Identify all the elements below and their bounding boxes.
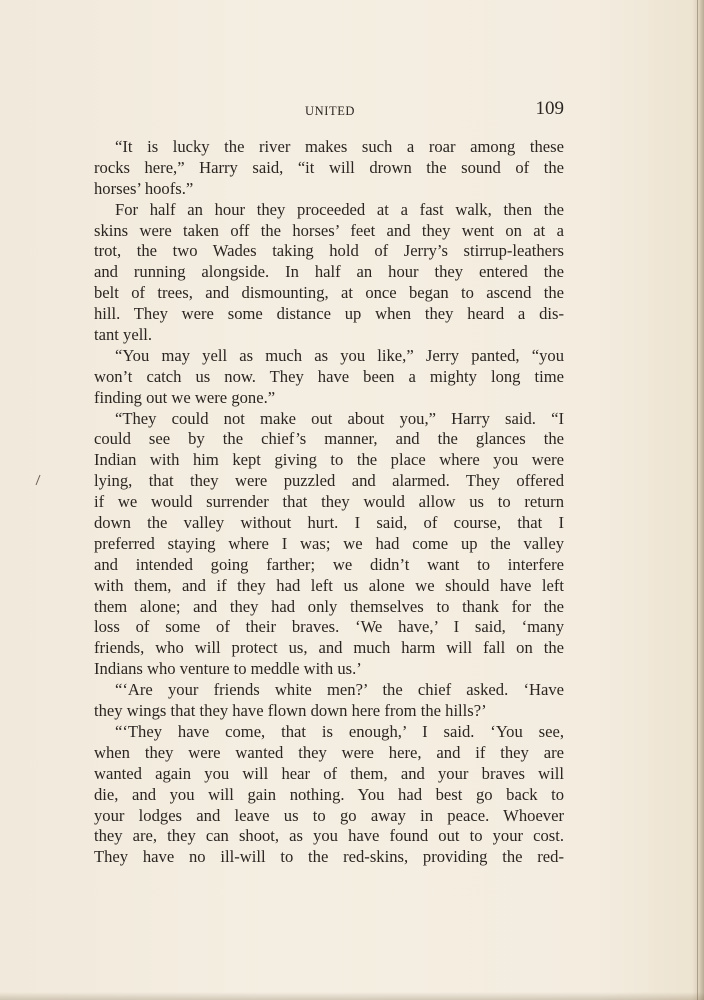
text-line: They have no ill-will to the red-skins, providing the red-: [94, 847, 564, 867]
text-line: “‘Are your friends white men?’ the chief asked. ‘Have: [115, 680, 564, 700]
text-line: belt of trees, and dismounting, at once began to ascend the: [94, 283, 564, 303]
text-line: tant yell.: [94, 325, 153, 345]
text-line: “They could not make out about you,” Harry said. “I: [115, 408, 564, 428]
text-line: For half an hour they proceeded at a fast walk, then the: [115, 199, 564, 219]
text-line: when they were wanted they were here, and if they are: [94, 742, 564, 762]
page-edge-line: [697, 0, 698, 1000]
text-line: “You may yell as much as you like,” Jerry panted, “you: [115, 345, 564, 365]
text-line: die, and you will gain nothing. You had best go back to: [94, 784, 564, 804]
page-bottom-shadow: [0, 992, 704, 1000]
text-line: “‘They have come, that is enough,’ I said. ‘You see,: [115, 721, 564, 741]
margin-pencil-mark: [33, 474, 43, 486]
text-line: loss of some of their braves. ‘We have,’ I said, ‘many: [94, 617, 564, 637]
page-number: 109: [535, 98, 564, 119]
text-line: hill. They were some distance up when they heard a dis-: [94, 304, 564, 324]
text-line: trot, the two Wades taking hold of Jerry’s stirrup-leathers: [94, 241, 564, 261]
text-line: rocks here,” Harry said, “it will drown the sound of the: [94, 157, 564, 177]
text-line: and running alongside. In half an hour they entered the: [94, 262, 564, 282]
running-head-title: UNITED: [304, 104, 356, 118]
text-line: could see by the chief’s manner, and the glances the: [94, 429, 564, 449]
text-line: if we would surrender that they would allow us to return: [94, 492, 564, 512]
text-line: wanted again you will hear of them, and your braves will: [94, 763, 564, 783]
text-line: “It is lucky the river makes such a roar among these: [115, 137, 564, 156]
text-line: Indians who venture to meddle with us.’: [94, 659, 362, 679]
text-line: they wings that they have flown down here from the hills?’: [94, 701, 487, 721]
text-line: preferred staying where I was; we had come up the valley: [94, 533, 564, 553]
text-line: friends, who will protect us, and much harm will fall on the: [94, 638, 564, 658]
text-line: horses’ hoofs.”: [94, 178, 194, 198]
text-line: down the valley without hurt. I said, of course, that I: [94, 513, 564, 533]
body-text: [94, 137, 564, 868]
text-line: finding out we were gone.”: [94, 387, 276, 407]
text-line: with them, and if they had left us alone we should have left: [94, 575, 564, 595]
running-head: [94, 98, 566, 122]
text-line: and intended going farther; we didn’t want to interfere: [94, 554, 564, 574]
text-line: lying, that they were puzzled and alarmed. They offered: [94, 471, 564, 491]
text-line: your lodges and leave us to go away in peace. Whoever: [94, 805, 564, 825]
page-edge-shadow: [692, 0, 704, 1000]
text-line: them alone; and they had only themselves to thank for the: [94, 596, 564, 616]
text-line: they are, they can shoot, as you have found out to your cost.: [94, 826, 564, 846]
text-line: Indian with him kept giving to the place where you were: [94, 450, 564, 470]
text-line: won’t catch us now. They have been a mighty long time: [94, 366, 564, 386]
text-line: skins were taken off the horses’ feet and they went on at a: [94, 220, 564, 240]
